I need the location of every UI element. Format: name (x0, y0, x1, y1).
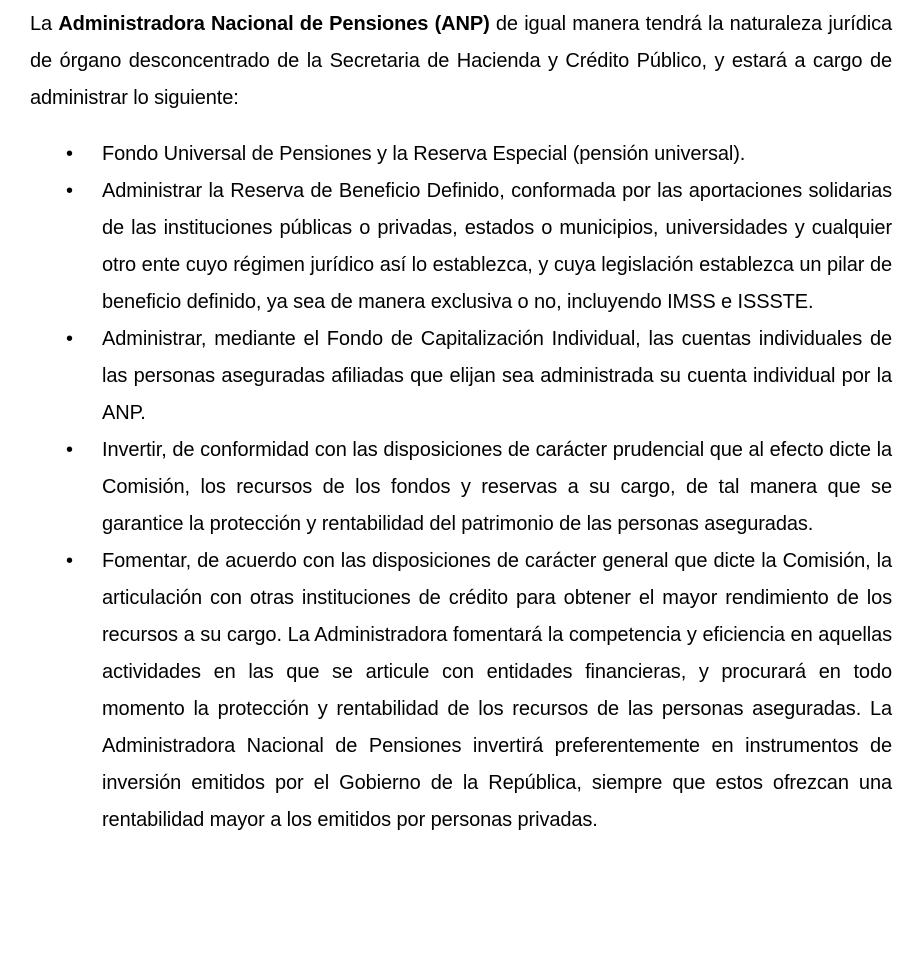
bullet-icon: • (66, 328, 73, 350)
list-item-text: Fondo Universal de Pensiones y la Reserva Especial (pensión universal). (102, 143, 746, 165)
list-item-text: Invertir, de conformidad con las disposiciones de carácter prudencial que al efecto dicte la Comisión, los recursos de los fondos y reservas a su cargo, de tal manera que se garantice la protección y rentabilidad del patrimonio de las personas aseguradas. (102, 439, 892, 535)
intro-paragraph (30, 6, 892, 117)
list-item (30, 321, 892, 432)
intro-suffix: de igual manera tendrá la naturaleza jurídica de órgano desconcentrado de la Secretaria de Hacienda y Crédito Público, y estará a cargo de administrar lo siguiente: (30, 13, 892, 109)
list-item (30, 432, 892, 543)
list-item-text: Fomentar, de acuerdo con las disposiciones de carácter general que dicte la Comisión, la articulación con otras instituciones de crédito para obtener el mayor rendimiento de los recursos a su cargo. La Administradora fomentará la competencia y eficiencia en aquellas actividades en las que se articule con entidades financieras, y procurará en todo momento la protección y rentabilidad de los recursos de las personas aseguradas. La Administradora Nacional de Pensiones invertirá preferentemente en instrumentos de inversión emitidos por el Gobierno de la República, siempre que estos ofrezcan una rentabilidad mayor a los emitidos por personas privadas. (102, 550, 892, 831)
intro-entity-name: Administradora Nacional de Pensiones (ANP) (58, 13, 490, 35)
list-item (30, 136, 892, 173)
list-item-text: Administrar, mediante el Fondo de Capitalización Individual, las cuentas individuales de las personas aseguradas afiliadas que elijan sea administrada su cuenta individual por la ANP. (102, 328, 892, 424)
intro-prefix: La (30, 13, 59, 35)
bullet-icon: • (66, 180, 73, 202)
bullet-icon: • (66, 143, 73, 165)
bullet-icon: • (66, 550, 73, 572)
list-item-text: Administrar la Reserva de Beneficio Definido, conformada por las aportaciones solidarias de las instituciones públicas o privadas, estados o municipios, universidades y cualquier otro ente cuyo régimen jurídico así lo establezca, y cuya legislación establezca un pilar de beneficio definido, ya sea de manera exclusiva o no, incluyendo IMSS e ISSSTE. (102, 180, 892, 313)
bullet-list (30, 136, 892, 839)
list-item (30, 543, 892, 839)
bullet-icon: • (66, 439, 73, 461)
list-item (30, 173, 892, 321)
